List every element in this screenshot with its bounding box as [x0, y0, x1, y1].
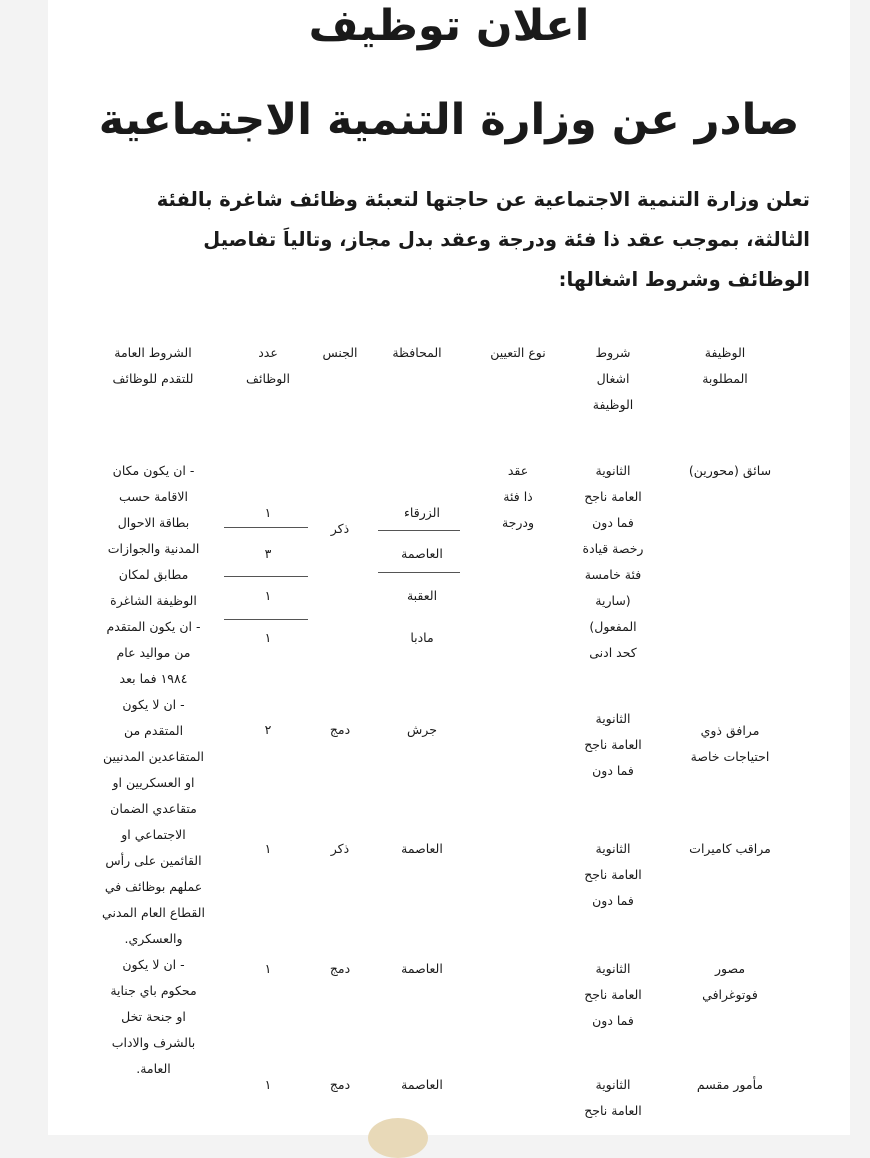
header-job-conditions: شروط اشغال الوظيفة: [592, 345, 634, 412]
row4-gender: دمج: [329, 961, 351, 976]
intro-line: الوظائف وشروط اشغالها:: [558, 268, 810, 291]
row1-job: سائق (محورين): [688, 463, 772, 478]
row4-governorate: العاصمة: [401, 961, 443, 976]
row1-appointment: عقد ذا فئة ودرجة: [501, 463, 535, 530]
row3-conditions: الثانوية العامة ناجح فما دون: [584, 841, 642, 908]
header-gender: الجنس: [322, 345, 358, 360]
header-count: عدد الوظائف: [246, 345, 290, 386]
emblem-watermark: [368, 1118, 428, 1158]
row2-conditions: الثانوية العامة ناجح فما دون: [584, 711, 642, 778]
row1-count: ١: [264, 505, 272, 520]
row3-count: ١: [264, 841, 272, 856]
row5-job: مأمور مقسم: [696, 1077, 764, 1092]
header-job: الوظيفة المطلوبة: [702, 345, 748, 386]
row5-governorate: العاصمة: [401, 1077, 443, 1092]
intro-line: الثالثة، بموجب عقد ذا فئة ودرجة وعقد بدل مجاز، وتالياَ تفاصيل: [203, 228, 810, 251]
row1-count: ١: [264, 630, 272, 645]
row4-job: مصور فوتوغرافي: [702, 961, 758, 1002]
row1-gender: ذكر: [330, 521, 350, 536]
row3-gender: ذكر: [330, 841, 350, 856]
divider: [224, 619, 308, 620]
header-general-conditions: الشروط العامة للتقدم للوظائف: [112, 345, 194, 386]
header-appointment-type: نوع التعيين: [490, 345, 546, 360]
row3-governorate: العاصمة: [401, 841, 443, 856]
divider: [378, 530, 460, 531]
divider: [378, 572, 460, 573]
intro-paragraph: [70, 180, 810, 300]
row4-count: ١: [264, 961, 272, 976]
row5-count: ١: [264, 1077, 272, 1092]
row1-governorate: العقبة: [406, 588, 438, 603]
row2-gender: دمج: [329, 722, 351, 737]
row3-job: مراقب كاميرات: [689, 841, 771, 856]
announcement-page: [48, 0, 850, 1135]
row1-governorate: العاصمة: [401, 546, 443, 561]
page-subtitle: صادر عن وزارة التنمية الاجتماعية: [98, 95, 800, 145]
row2-job: مرافق ذوي احتياجات خاصة: [690, 723, 770, 764]
row5-gender: دمج: [329, 1077, 351, 1092]
row2-governorate: جرش: [407, 722, 437, 737]
divider: [224, 576, 308, 577]
general-conditions: - ان يكون مكان الاقامة حسب بطاقة الاحوال المدنية والجوازات مطابق لمكان الوظيفة الشاغرة - ان يكون المتقدم من مواليد عام ١٩٨٤ فما بعد - ان لا يكون المتقدم من المتقاعدين المدنيين او العسكريين او متقاعدي الضمان الاجتماعي او القائمين على رأس عملهم بوظائف في القطاع العام المدني والعسكري. - ان لا يكون محكوم باي جناية او جنحة تخل بالشرف والاداب العامة.: [102, 463, 205, 1076]
row1-count: ٣: [264, 546, 272, 561]
row1-governorate: الزرقاء: [404, 505, 440, 520]
row1-count: ١: [264, 588, 272, 603]
row1-conditions: الثانوية العامة ناجح فما دون رخصة قيادة فئة خامسة (سارية المفعول) كحد ادنى: [582, 463, 644, 660]
header-governorate: المحافظة: [392, 345, 442, 360]
row2-count: ٢: [264, 722, 272, 737]
row4-conditions: الثانوية العامة ناجح فما دون: [584, 961, 642, 1028]
row5-conditions: الثانوية العامة ناجح: [584, 1077, 642, 1118]
page-title: اعلان توظيف: [308, 1, 590, 51]
intro-line: تعلن وزارة التنمية الاجتماعية عن حاجتها لتعبئة وظائف شاغرة بالفئة: [156, 188, 810, 211]
row1-governorate: مادبا: [410, 630, 434, 645]
divider: [224, 527, 308, 528]
